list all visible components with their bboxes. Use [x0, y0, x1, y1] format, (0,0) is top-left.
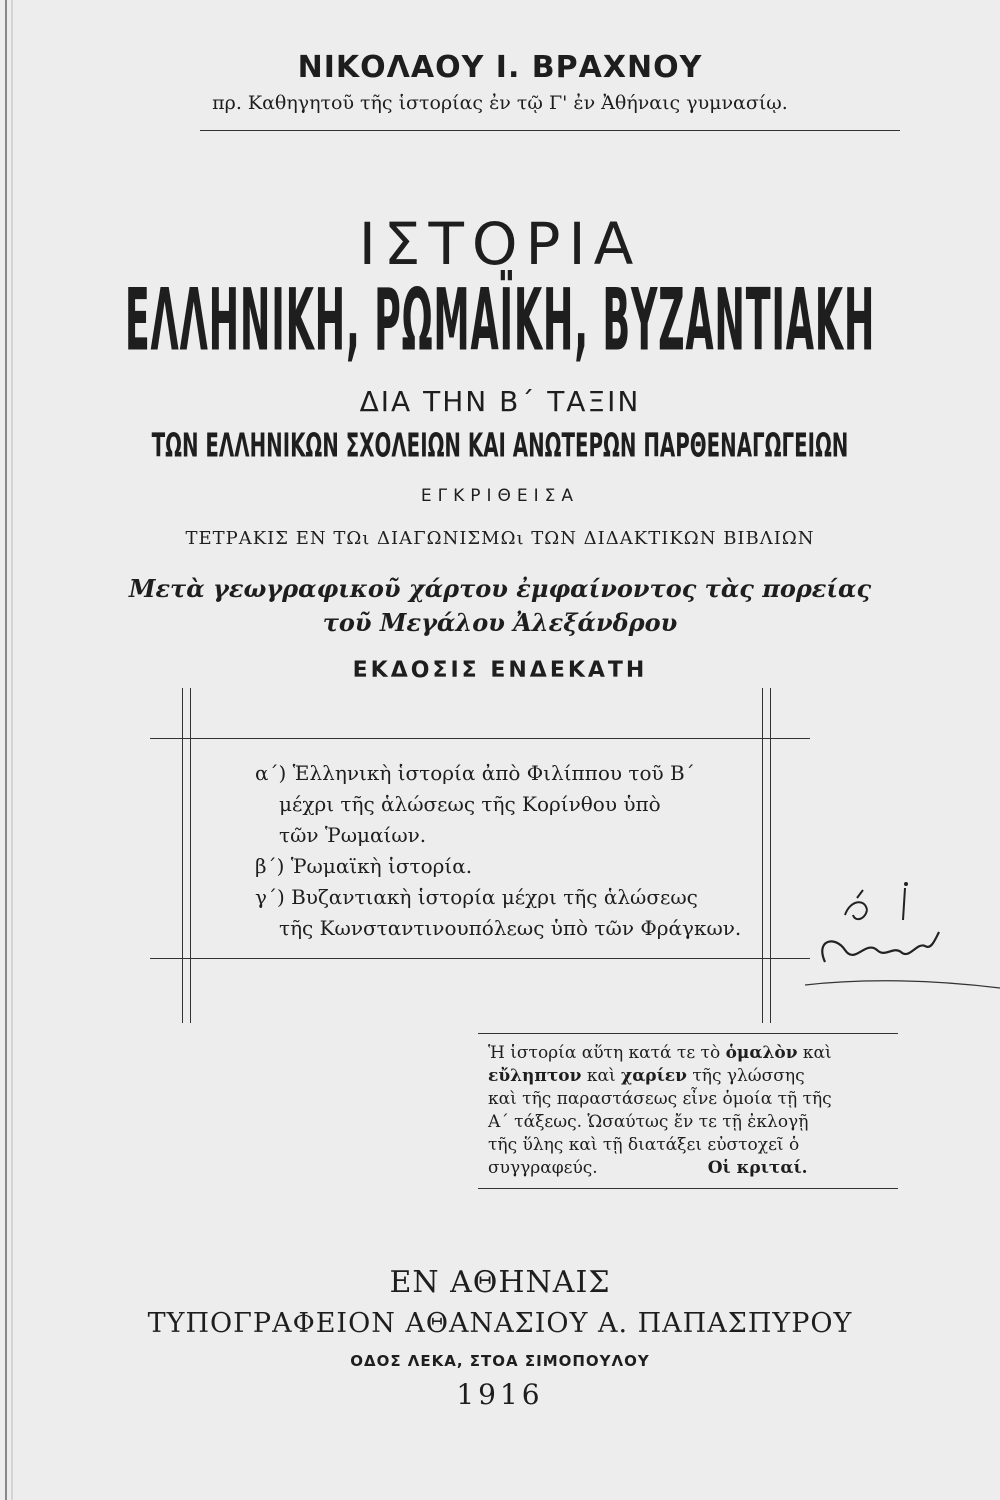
quote-line: Α΄ τάξεως. Ὡσαύτως ἔν τε τῇ ἐκλογῇ — [488, 1112, 809, 1132]
quote-signature: Οἱ κριταί. — [707, 1158, 808, 1178]
contents-item: β΄) Ῥωμαϊκὴ ἱστορία. — [255, 854, 473, 878]
reviewers-quote — [488, 1042, 908, 1180]
quote-emphasis: εὔληπτον — [488, 1066, 582, 1086]
quote-line: καὶ τῆς παραστάσεως εἶνε ὁμοία τῇ τῆς — [488, 1089, 832, 1109]
quote-text: καὶ — [581, 1066, 622, 1086]
frame-line — [150, 958, 810, 959]
quote-line — [488, 1157, 908, 1180]
contents-item: τῶν Ῥωμαίων. — [279, 823, 427, 847]
quote-line — [488, 1042, 908, 1065]
quote-line: τῆς ὕλης καὶ τῇ διατάξει εὐστοχεῖ ὁ — [488, 1135, 800, 1155]
quote-text: τῆς γλώσσης — [686, 1066, 805, 1086]
approved-line: ΕΓΚΡΙΘΕΙΣΑ — [420, 486, 580, 506]
for-class: ΔΙΑ ΤΗΝ Β΄ ΤΑΞΙΝ — [359, 385, 641, 418]
publication-place: ΕΝ ΑΘΗΝΑΙΣ — [389, 1265, 611, 1300]
author-name: ΝΙΚΟΛΑΟΥ Ι. ΒΡΑΧΝΟΥ — [297, 50, 703, 85]
quote-text: συγγραφεύς. — [488, 1158, 598, 1178]
quote-text: καὶ — [797, 1043, 832, 1063]
quote-bottom-rule — [478, 1188, 898, 1189]
contents-item: γ΄) Βυζαντιακὴ ἱστορία μέχρι τῆς ἁλώσεως — [255, 885, 698, 909]
printer-address: ΟΔΟΣ ΛΕΚΑ, ΣΤΟΑ ΣΙΜΟΠΟΥΛΟΥ — [350, 1352, 650, 1370]
book-subject: ΕΛΛΗΝΙΚΗ, ΡΩΜΑΪΚΗ, ΒΥΖΑΝΤΙΑΚΗ — [124, 272, 876, 371]
map-note-line-1: Μετὰ γεωγραφικοῦ χάρτου ἐμφαίνοντος τὰς πορείας — [128, 574, 872, 603]
frame-line — [150, 738, 810, 739]
header-rule — [200, 130, 900, 131]
quote-top-rule — [478, 1033, 898, 1034]
quote-emphasis: ὁμαλὸν — [725, 1043, 798, 1063]
printer-name: ΤΥΠΟΓΡΑΦΕΙΟΝ ΑΘΑΝΑΣΙΟΥ Α. ΠΑΠΑΣΠΥΡΟΥ — [147, 1308, 853, 1339]
map-note-line-2: τοῦ Μεγάλου Ἀλεξάνδρου — [322, 608, 678, 637]
publication-year: 1916 — [456, 1378, 544, 1411]
contents-item: τῆς Κωνσταντινουπόλεως ὑπὸ τῶν Φράγκων. — [279, 916, 742, 940]
competition-line: ΤΕΤΡΑΚΙΣ ΕΝ ΤΩι ΔΙΑΓΩΝΙΣΜΩι ΤΩΝ ΔΙΔΑΚΤΙΚΩΝ ΒΙΒΛΙΩΝ — [185, 528, 815, 549]
quote-line — [488, 1065, 908, 1088]
author-subtitle: πρ. Καθηγητοῦ τῆς ἱστορίας ἐν τῷ Γ' ἐν Ἀθήναις γυμνασίῳ. — [212, 92, 788, 114]
book-title: ΙΣΤΟΡΙΑ — [358, 210, 642, 278]
quote-emphasis: χαρίεν — [621, 1066, 687, 1086]
quote-text: Ἡ ἱστορία αὕτη κατά τε τὸ — [488, 1043, 726, 1063]
edition-line: ΕΚΔΟΣΙΣ ΕΝΔΕΚΑΤΗ — [352, 658, 648, 683]
contents-item: α΄) Ἑλληνικὴ ἱστορία ἀπὸ Φιλίππου τοῦ Β΄ — [255, 761, 695, 785]
schools-line: ΤΩΝ ΕΛΛΗΝΙΚΩΝ ΣΧΟΛΕΙΩΝ ΚΑΙ ΑΝΩΤΕΡΩΝ ΠΑΡΘΕΝΑΓΩΓΕΙΩΝ — [151, 428, 849, 466]
handwritten-annotation — [805, 880, 1000, 990]
contents-item: μέχρι τῆς ἁλώσεως τῆς Κορίνθου ὑπὸ — [279, 792, 661, 816]
contents-list — [255, 758, 742, 944]
